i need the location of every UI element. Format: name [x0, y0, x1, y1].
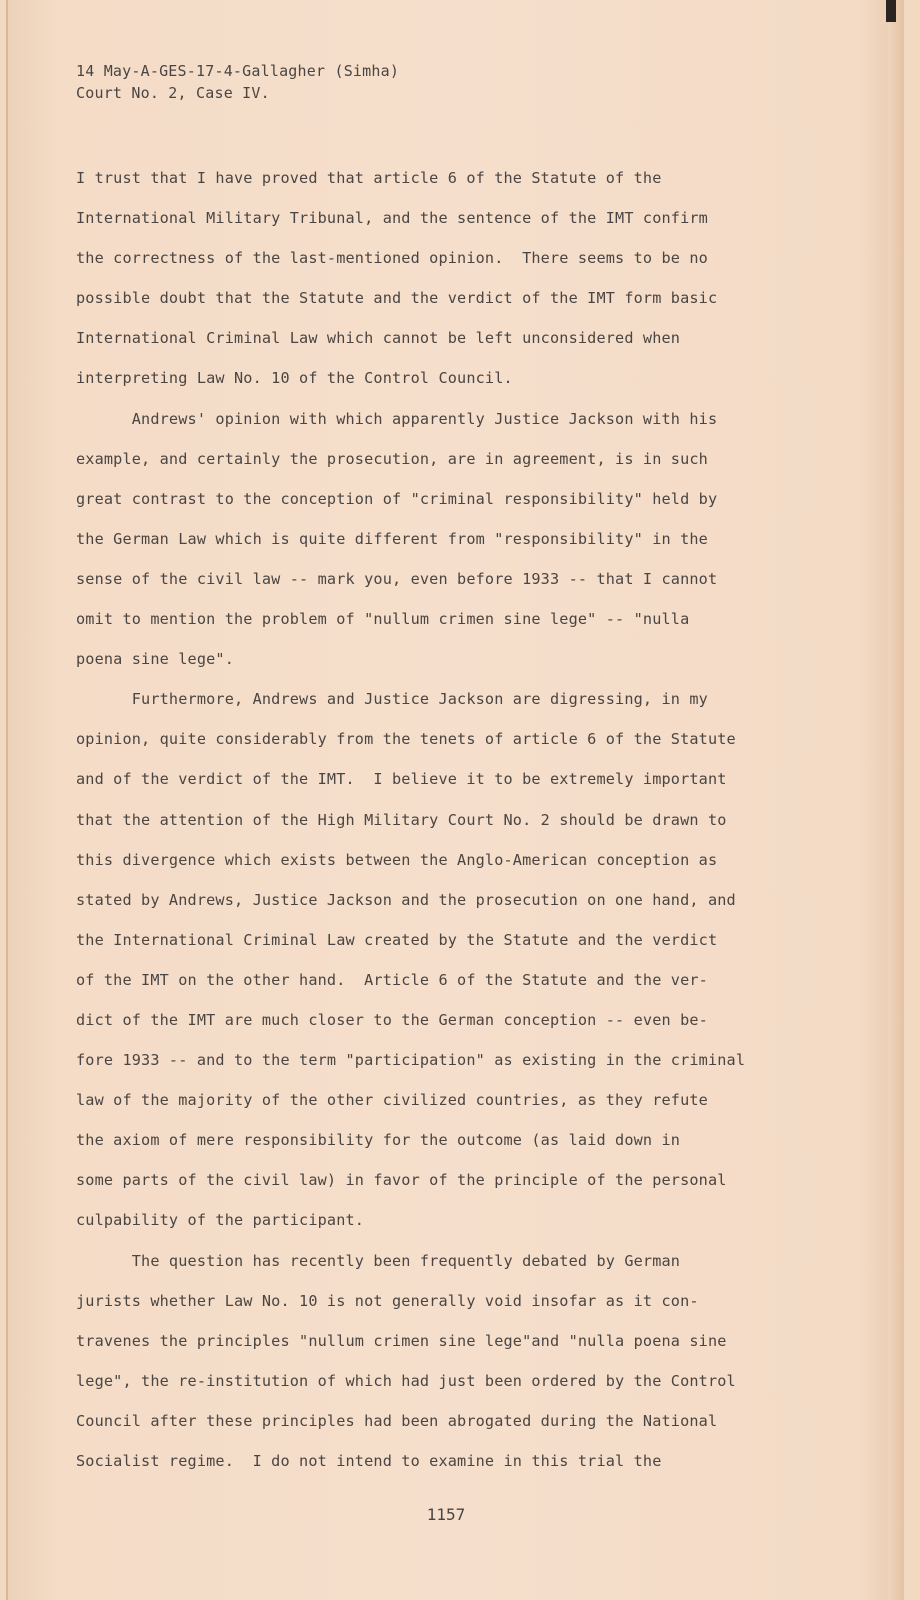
text-line: Council after these principles had been abrogated during the National: [76, 1411, 718, 1430]
text-line: this divergence which exists between the Anglo-American conception as: [76, 850, 718, 869]
text-line: interpreting Law No. 10 of the Control Council.: [76, 369, 513, 388]
text-line: and of the verdict of the IMT. I believe it to be extremely important: [76, 770, 727, 789]
page-number: 1157: [426, 1505, 466, 1524]
text-line: jurists whether Law No. 10 is not generally void insofar as it con-: [76, 1291, 699, 1310]
text-line: example, and certainly the prosecution, are in agreement, is in such: [76, 449, 708, 468]
text-line: the International Criminal Law created by the Statute and the verdict: [76, 930, 718, 949]
corner-mark: [886, 0, 896, 22]
text-line: culpability of the participant.: [76, 1211, 365, 1230]
text-line: omit to mention the problem of "nullum crimen sine lege" -- "nulla: [76, 610, 690, 629]
text-line: stated by Andrews, Justice Jackson and the prosecution on one hand, and: [76, 890, 736, 909]
document-header: [76, 60, 399, 104]
text-line: Socialist regime. I do not intend to examine in this trial the: [76, 1452, 662, 1470]
text-line: sense of the civil law -- mark you, even before 1933 -- that I cannot: [76, 569, 718, 588]
text-line: of the IMT on the other hand. Article 6 of the Statute and the ver-: [76, 970, 708, 989]
text-line: poena sine lege".: [76, 650, 234, 669]
text-line: law of the majority of the other civilized countries, as they refute: [76, 1091, 708, 1110]
text-line: Furthermore, Andrews and Justice Jackson are digressing, in my: [76, 690, 708, 709]
text-line: the German Law which is quite different from "responsibility" in the: [76, 529, 708, 548]
text-line: International Military Tribunal, and the sentence of the IMT confirm: [76, 209, 708, 228]
text-line: dict of the IMT are much closer to the German conception -- even be-: [76, 1010, 708, 1029]
text-line: great contrast to the conception of "criminal responsibility" held by: [76, 489, 718, 508]
text-line: some parts of the civil law) in favor of the principle of the personal: [76, 1171, 727, 1190]
text-line: Andrews' opinion with which apparently Justice Jackson with his: [76, 409, 718, 428]
text-line: the correctness of the last-mentioned opinion. There seems to be no: [76, 249, 708, 268]
text-line: that the attention of the High Military Court No. 2 should be drawn to: [76, 810, 727, 829]
text-line: opinion, quite considerably from the tenets of article 6 of the Statute: [76, 730, 736, 749]
paper-edge: [888, 0, 904, 1600]
text-line: the axiom of mere responsibility for the outcome (as laid down in: [76, 1131, 681, 1150]
text-line: The question has recently been frequently debated by German: [76, 1251, 681, 1270]
text-line: possible doubt that the Statute and the verdict of the IMT form basic: [76, 289, 718, 308]
text-line: travenes the principles "nullum crimen sine lege"and "nulla poena sine: [76, 1331, 727, 1350]
text-line: lege", the re-institution of which had just been ordered by the Control: [76, 1371, 736, 1390]
header-reference: 14 May-A-GES-17-4-Gallagher (Simha): [76, 62, 400, 80]
text-line: fore 1933 -- and to the term "participation" as existing in the criminal: [76, 1051, 746, 1070]
text-line: I trust that I have proved that article 6 of the Statute of the: [76, 169, 662, 187]
header-court: Court No. 2, Case IV.: [76, 84, 270, 102]
body-text: [76, 158, 806, 1481]
text-line: International Criminal Law which cannot be left unconsidered when: [76, 329, 681, 348]
document-page: [6, 0, 904, 1600]
